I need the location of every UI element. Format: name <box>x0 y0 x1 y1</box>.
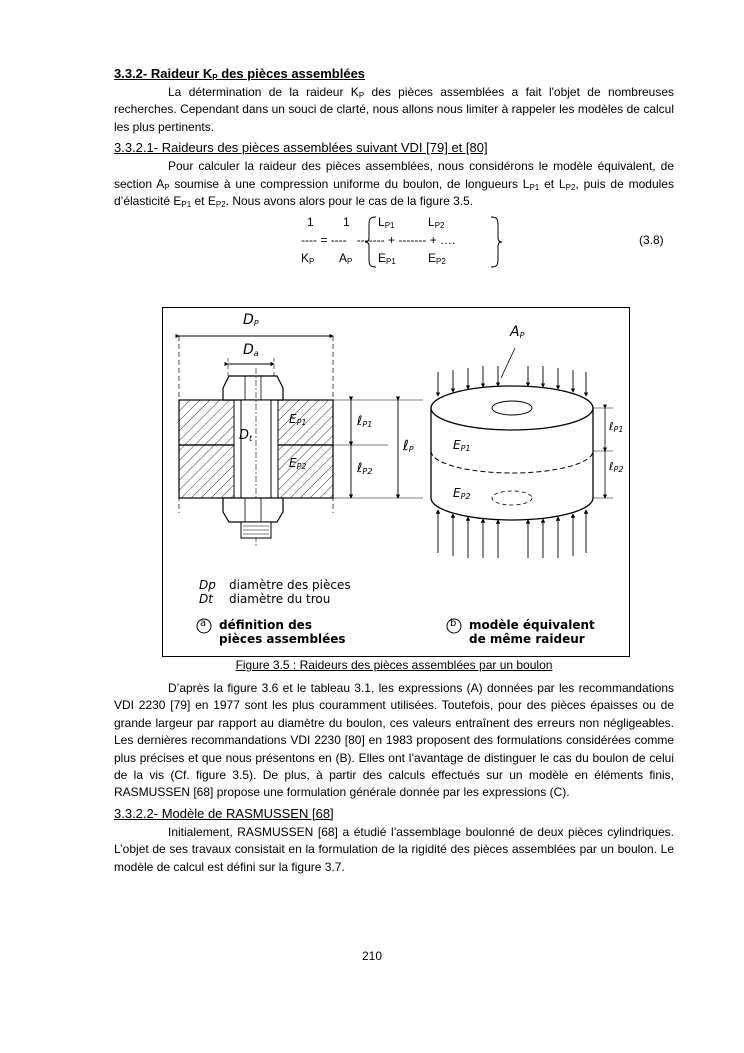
label-b: b <box>450 618 457 629</box>
figure-caption: Figure 3.5 : Raideurs des pièces assemblées par un boulon <box>235 658 553 672</box>
label-lp1: ℓ$_{P1}$ <box>357 414 373 429</box>
label-ep1-model: $E_{P1}$ <box>453 438 471 453</box>
label-lp2: ℓ$_{P2}$ <box>357 461 373 476</box>
label-dt: $D_t$ <box>239 428 253 443</box>
equation-number: (3.8) <box>639 233 664 248</box>
equation-3-8 <box>114 212 674 274</box>
eq-den-4: $E_{P2}$ <box>428 251 446 267</box>
section-intro: La détermination de la raideur $K_P$ des pièces assemblées a fait l'objet de nombreuses recherches. Cependant dans un souci de clarté, nous allons nous limiter à rappeler les modèles de calcul les plus pertinents. <box>114 85 674 134</box>
subsection1-title: 3.3.2.1- Raideurs des pièces assemblées suivant VDI [79] et [80] <box>114 140 488 156</box>
body-paragraph-2: D’après la figure 3.6 et le tableau 3.1, les expressions (A) données par les recommandations VDI 2230 [79] en 1977 sont les plus couramment utilisées. Toutefois, pour des pièces épaisses ou de grande largeur par rapport au diamètre du boulon, ces valeurs entraînent des erreurs non négligeables. Les dernières recommandations VDI 2230 [80] en 1983 proposent des formulations considérées comme plus précises et que nous présentons en (B). Elles ont l’avantage de distinguer le cas du boulon de celui de la vis (Cf. figure 3.5). De plus, à partir des calculs effectués sur un modèle en éléments finis, RASMUSSEN [68] propose une formulation générale donnée par les expressions (C). <box>114 681 674 800</box>
label-a: a <box>200 618 207 629</box>
label-dp: $D_P$ <box>243 312 259 328</box>
eq-den-1: $K_P$ <box>301 251 315 267</box>
eq-num-3: $L_{P1}$ <box>378 215 395 231</box>
subsection1-paragraph: Pour calculer la raideur des pièces assemblées, nous considérons le modèle équivalent, de section $A_P$ soumise à une compression uniforme du boulon, de longueurs $L_{P1}$ et $L_{P2}$, puis de modules d’élasticité $E_{P1}$ et $E_{P2}$. Nous avons alors pour le cas de la figure 3.5. <box>114 159 674 210</box>
subsection2-title: 3.3.2.2- Modèle de RASMUSSEN [68] <box>114 805 334 821</box>
label-da: $D_a$ <box>243 342 259 358</box>
label-lp1-model: ℓ$_{P1}$ <box>609 420 624 434</box>
figure-3-5 <box>162 307 630 657</box>
page-content <box>114 66 674 874</box>
label-ap: $A_P$ <box>510 324 525 340</box>
figure-legend: Dp diamètre des pièces Dt diamètre du trou <box>199 578 351 606</box>
eq-num-4: $L_{P2}$ <box>428 215 445 231</box>
eq-den-2: $A_P$ <box>339 251 353 267</box>
eq-line: ---- = ---- ------- + ------- + …. <box>301 233 456 248</box>
label-ep2: $E_{P2}$ <box>289 456 307 471</box>
left-brace-icon <box>364 216 378 268</box>
eq-den-3: $E_{P1}$ <box>378 251 396 267</box>
section-title: 3.3.2- Raideur $K_P$ des pièces assemblées <box>114 66 366 82</box>
eq-num-1: 1 <box>307 215 314 230</box>
label-b-text: modèle équivalent de même raideur <box>469 618 595 646</box>
label-lp2-model: ℓ$_{P2}$ <box>609 460 624 474</box>
page-number: 210 <box>361 949 383 963</box>
subsection2-paragraph: Initialement, RASMUSSEN [68] a étudié l’assemblage boulonné de deux pièces cylindriques. L’objet de ses travaux consistait en la formulation de la rigidité des pièces assemblées par un boulon. Le modèle de calcul est défini sur la figure 3.7. <box>114 824 674 874</box>
label-ep2-model: $E_{P2}$ <box>453 486 471 501</box>
right-brace-icon <box>489 216 503 268</box>
label-a-text: définition des pièces assemblées <box>219 618 346 646</box>
eq-num-2: 1 <box>343 215 350 230</box>
label-ep1: $E_{P1}$ <box>289 412 307 427</box>
label-lp: ℓ$_P$ <box>403 438 414 454</box>
